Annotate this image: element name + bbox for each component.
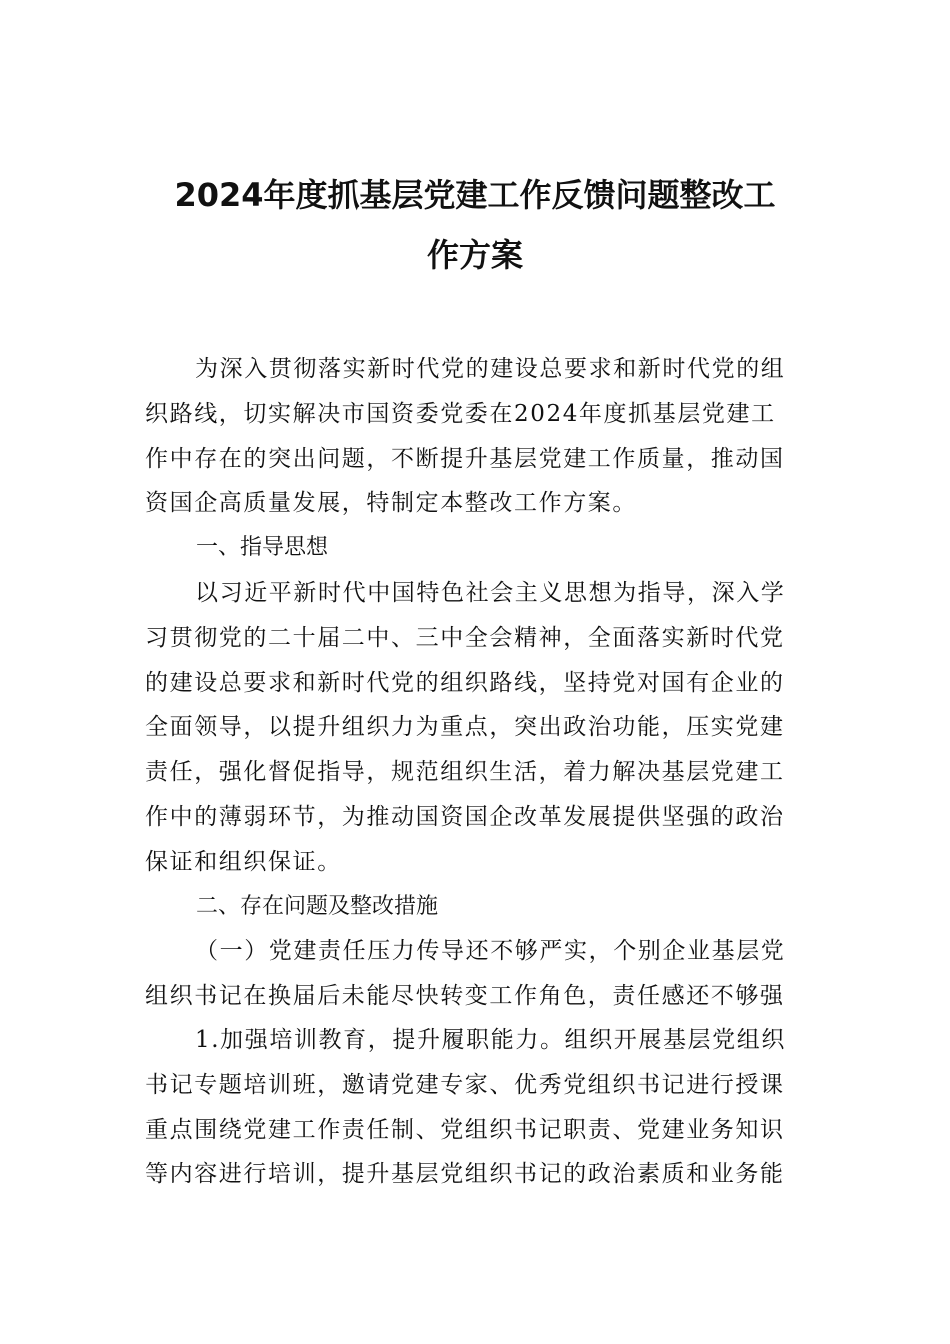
section-heading-guiding-thought: 一、指导思想: [196, 535, 329, 560]
paragraph-line: 作中的薄弱环节，为推动国资国企改革发展提供坚强的政治: [145, 803, 785, 830]
title-line: 作方案: [426, 236, 523, 274]
guiding-thought-paragraph: [145, 571, 810, 885]
section-heading-problems-and-measures: 二、存在问题及整改措施: [196, 894, 439, 919]
measure-one-paragraph: [145, 1018, 810, 1197]
paragraph-line: 1.加强培训教育，提升履职能力。组织开展基层党组织: [195, 1027, 786, 1053]
paragraph-line: （一）党建责任压力传导还不够严实，个别企业基层党: [195, 938, 786, 964]
subsection-one-paragraph: [145, 929, 810, 1019]
paragraph-line: 作中存在的突出问题，不断提升基层党建工作质量，推动国: [145, 445, 785, 472]
paragraph-line: 资国企高质量发展，特制定本整改工作方案。: [145, 490, 637, 517]
document-title: [140, 165, 810, 285]
title-line: 2024年度抓基层党建工作反馈问题整改工: [174, 176, 776, 214]
paragraph-line: 书记专题培训班，邀请党建专家、优秀党组织书记进行授课: [145, 1071, 785, 1098]
paragraph-line: 组织书记在换届后未能尽快转变工作角色，责任感还不够强: [145, 982, 785, 1009]
paragraph-line: 等内容进行培训，提升基层党组织书记的政治素质和业务能: [145, 1161, 785, 1188]
paragraph-line: 全面领导，以提升组织力为重点，突出政治功能，压实党建: [145, 714, 785, 741]
intro-paragraph: [145, 347, 810, 526]
paragraph-line: 重点围绕党建工作责任制、党组织书记职责、党建业务知识: [145, 1116, 785, 1143]
paragraph-line: 保证和组织保证。: [145, 848, 342, 875]
paragraph-line: 以习近平新时代中国特色社会主义思想为指导，深入学: [195, 580, 786, 606]
paragraph-line: 织路线，切实解决市国资委党委在2024年度抓基层党建工: [145, 400, 776, 427]
paragraph-line: 的建设总要求和新时代党的组织路线，坚持党对国有企业的: [145, 669, 785, 696]
paragraph-line: 为深入贯彻落实新时代党的建设总要求和新时代党的组: [195, 356, 786, 382]
paragraph-line: 责任，强化督促指导，规范组织生活，着力解决基层党建工: [145, 759, 785, 786]
paragraph-line: 习贯彻党的二十届二中、三中全会精神，全面落实新时代党: [145, 624, 785, 651]
